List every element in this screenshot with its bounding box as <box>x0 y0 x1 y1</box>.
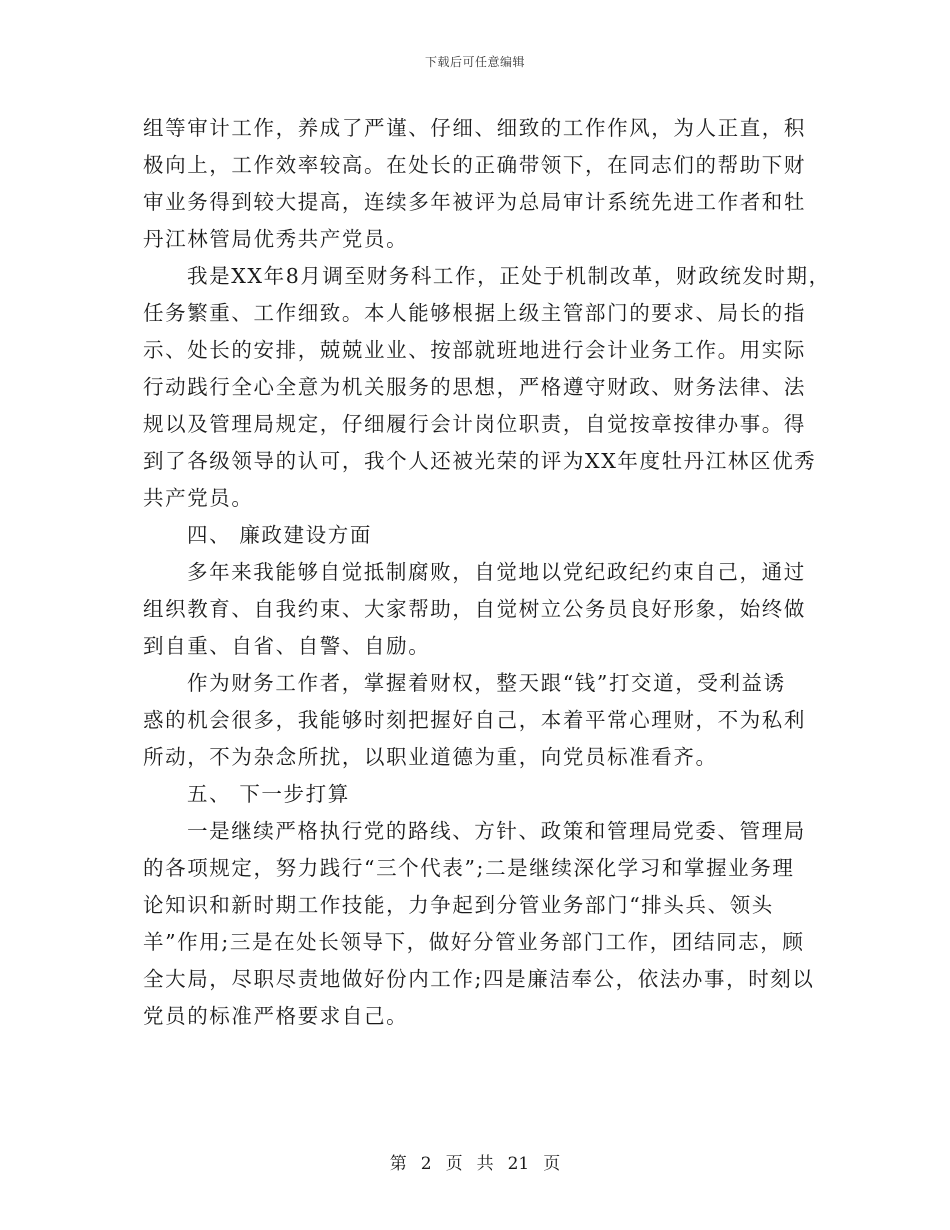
body-line: 惑的机会很多，我能够时刻把握好自己，本着平常心理财，不为私利 <box>143 708 806 732</box>
body-line: 到了各级领导的认可，我个人还被光荣的评为XX年度牡丹江林区优秀 <box>143 449 817 473</box>
body-line: 到自重、自省、自警、自励。 <box>143 634 431 658</box>
footer-prefix: 第 <box>389 1154 407 1174</box>
body-line: 一是继续严格执行党的路线、方针、政策和管理局党委、管理局 <box>187 819 806 843</box>
footer-suffix: 页 <box>543 1154 561 1174</box>
body-line: 组织教育、自我约束、大家帮助，自觉树立公务员良好形象，始终做 <box>143 597 806 621</box>
body-line: 审业务得到较大提高，连续多年被评为总局审计系统先进工作者和牡 <box>143 190 806 214</box>
body-line: 多年来我能够自觉抵制腐败，自觉地以党纪政纪约束自己，通过 <box>187 560 806 584</box>
footer-total-word: 共 <box>476 1154 494 1174</box>
body-line: 作为财务工作者，掌握着财权，整天跟“钱”打交道，受利益诱 <box>187 671 786 695</box>
body-line: 全大局，尽职尽责地做好份内工作;四是廉洁奉公，依法办事，时刻以 <box>143 967 815 991</box>
body-line: 行动践行全心全意为机关服务的思想，严格遵守财政、财务法律、法 <box>143 375 806 399</box>
footer-page-word: 页 <box>445 1154 463 1174</box>
body-line: 党员的标准严格要求自己。 <box>143 1004 409 1028</box>
page-number: 2 <box>420 1154 432 1174</box>
body-line: 羊”作用;三是在处长领导下，做好分管业务部门工作，团结同志，顾 <box>143 930 805 954</box>
body-line: 示、处长的安排，兢兢业业、按部就班地进行会计业务工作。用实际 <box>143 338 806 362</box>
body-line: 极向上，工作效率较高。在处长的正确带领下，在同志们的帮助下财 <box>143 153 806 177</box>
body-line: 论知识和新时期工作技能，力争起到分管业务部门“排头兵、领头 <box>143 893 774 917</box>
page-footer <box>0 1149 950 1174</box>
body-line: 我是XX年8月调至财务科工作，正处于机制改革，财政统发时期， <box>187 264 831 288</box>
body-line: 共产党员。 <box>143 486 254 510</box>
section-heading: 四、 廉政建设方面 <box>187 523 372 547</box>
total-pages: 21 <box>507 1154 530 1174</box>
section-heading: 五、 下一步打算 <box>187 782 350 806</box>
body-line: 任务繁重、工作细致。本人能够根据上级主管部门的要求、局长的指 <box>143 301 806 325</box>
page-header: 下载后可任意编辑 <box>424 55 525 69</box>
body-line: 组等审计工作，养成了严谨、仔细、细致的工作作风，为人正直，积 <box>143 116 806 140</box>
body-line: 规以及管理局规定，仔细履行会计岗位职责，自觉按章按律办事。得 <box>143 412 806 436</box>
body-line: 的各项规定，努力践行“三个代表”;二是继续深化学习和掌握业务理 <box>143 856 795 880</box>
body-line: 所动，不为杂念所扰，以职业道德为重，向党员标准看齐。 <box>143 745 718 769</box>
body-line: 丹江林管局优秀共产党员。 <box>143 227 409 251</box>
document-body <box>143 110 831 1035</box>
